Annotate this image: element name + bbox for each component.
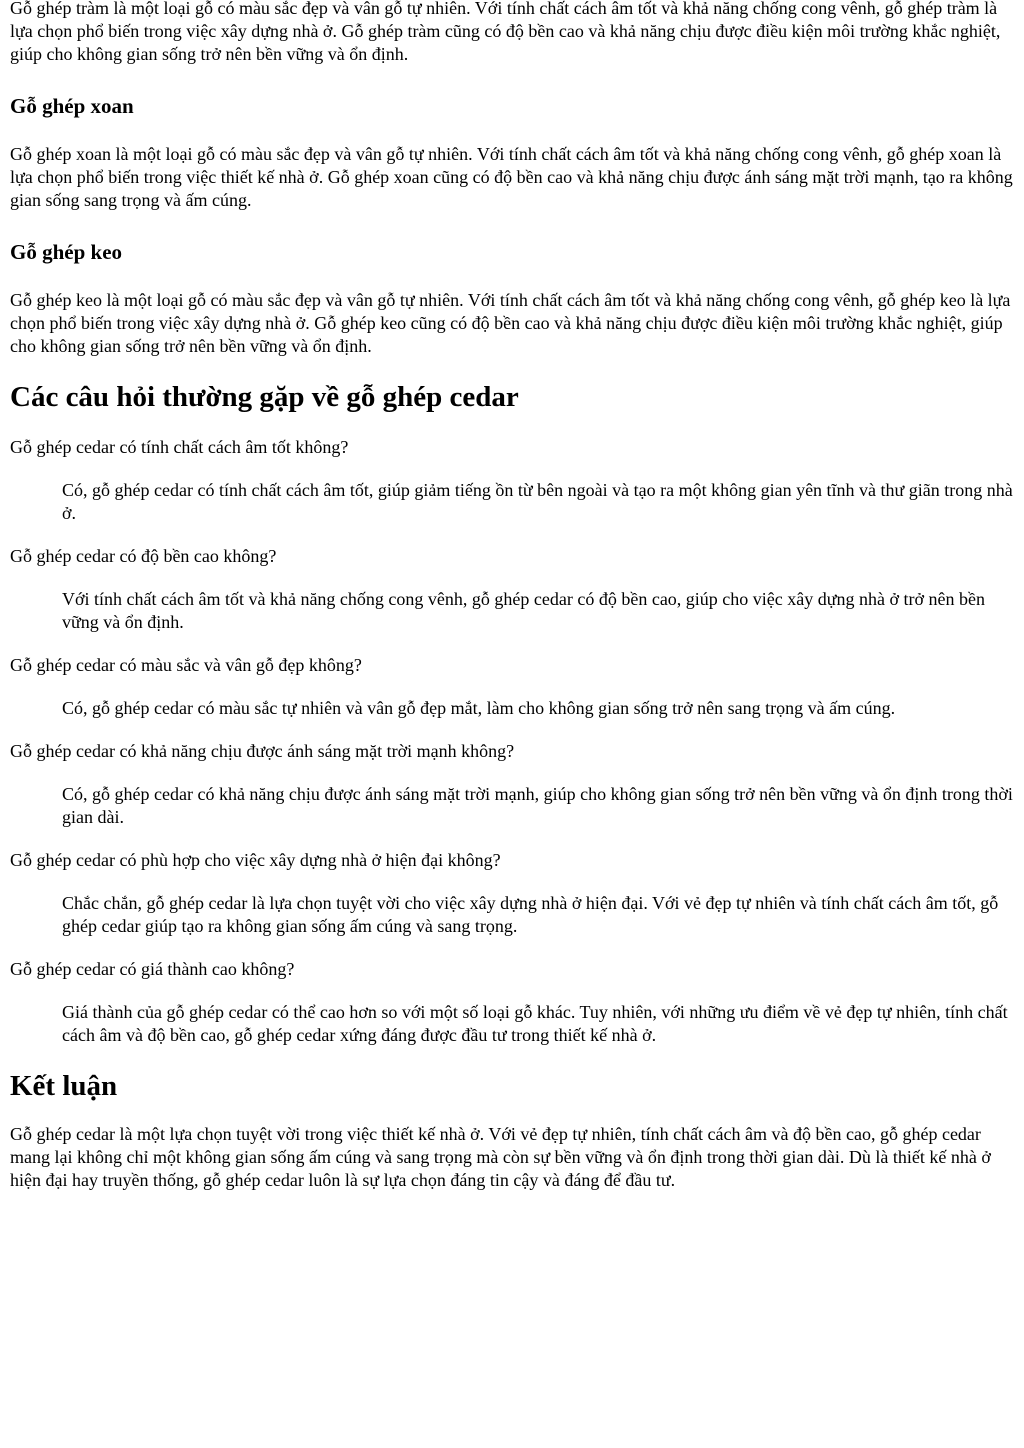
faq-answer: Giá thành của gỗ ghép cedar có thể cao hơn so với một số loại gỗ khác. Tuy nhiên, với những ưu điểm về vẻ đẹp tự nhiên, tính chất cách âm và độ bền cao, gỗ ghép cedar xứng đáng được đầu tư trong thiết kế nhà ở. [62, 1002, 1008, 1045]
section-heading-xoan: Gỗ ghép xoan [10, 94, 134, 118]
section-paragraph-keo: Gỗ ghép keo là một loại gỗ có màu sắc đẹp và vân gỗ tự nhiên. Với tính chất cách âm tốt và khả năng chống cong vênh, gỗ ghép keo là lựa chọn phổ biến trong việc xây dựng nhà ở. Gỗ ghép keo cũng có độ bền cao và khả năng chịu được điều kiện môi trường khắc nghiệt, giúp cho không gian sống trở nên bền vững và ổn định. [10, 290, 1011, 356]
faq-question: Gỗ ghép cedar có giá thành cao không? [10, 959, 295, 979]
faq-question: Gỗ ghép cedar có khả năng chịu được ánh sáng mặt trời mạnh không? [10, 741, 515, 761]
faq-answer: Có, gỗ ghép cedar có tính chất cách âm tốt, giúp giảm tiếng ồn từ bên ngoài và tạo ra một không gian yên tĩnh và thư giãn trong nhà ở. [62, 480, 1013, 523]
faq-question: Gỗ ghép cedar có phù hợp cho việc xây dựng nhà ở hiện đại không? [10, 850, 501, 870]
section-paragraph-xoan: Gỗ ghép xoan là một loại gỗ có màu sắc đẹp và vân gỗ tự nhiên. Với tính chất cách âm tốt và khả năng chống cong vênh, gỗ ghép xoan là lựa chọn phổ biến trong việc thiết kế nhà ở. Gỗ ghép xoan cũng có độ bền cao và khả năng chịu được ánh sáng mặt trời mạnh, tạo ra không gian sống sang trọng và ấm cúng. [10, 144, 1013, 210]
faq-answer: Có, gỗ ghép cedar có khả năng chịu được ánh sáng mặt trời mạnh, giúp cho không gian sống trở nên bền vững và ổn định trong thời gian dài. [62, 784, 1013, 827]
conclusion-paragraph: Gỗ ghép cedar là một lựa chọn tuyệt vời trong việc thiết kế nhà ở. Với vẻ đẹp tự nhiên, tính chất cách âm và độ bền cao, gỗ ghép cedar mang lại không chỉ một không gian sống ấm cúng và sang trọng mà còn sự bền vững và ổn định trong thời gian dài. Dù là thiết kế nhà ở hiện đại hay truyền thống, gỗ ghép cedar luôn là sự lựa chọn đáng tin cậy và đáng để đầu tư. [10, 1124, 991, 1190]
conclusion-heading: Kết luận [10, 1070, 118, 1102]
faq-list [10, 436, 1014, 1047]
intro-paragraph: Gỗ ghép tràm là một loại gỗ có màu sắc đẹp và vân gỗ tự nhiên. Với tính chất cách âm tốt và khả năng chống cong vênh, gỗ ghép tràm là lựa chọn phổ biến trong việc xây dựng nhà ở. Gỗ ghép tràm cũng có độ bền cao và khả năng chịu được điều kiện môi trường khắc nghiệt, giúp cho không gian sống trở nên bền vững và ổn định. [10, 0, 1001, 64]
faq-answer: Với tính chất cách âm tốt và khả năng chống cong vênh, gỗ ghép cedar có độ bền cao, giúp cho việc xây dựng nhà ở trở nên bền vững và ổn định. [62, 589, 986, 632]
faq-heading: Các câu hỏi thường gặp về gỗ ghép cedar [10, 381, 519, 413]
faq-answer: Có, gỗ ghép cedar có màu sắc tự nhiên và vân gỗ đẹp mắt, làm cho không gian sống trở nên sang trọng và ấm cúng. [62, 698, 896, 718]
faq-question: Gỗ ghép cedar có tính chất cách âm tốt không? [10, 437, 349, 457]
faq-question: Gỗ ghép cedar có độ bền cao không? [10, 546, 277, 566]
section-heading-keo: Gỗ ghép keo [10, 240, 123, 264]
faq-answer: Chắc chắn, gỗ ghép cedar là lựa chọn tuyệt vời cho việc xây dựng nhà ở hiện đại. Với vẻ đẹp tự nhiên và tính chất cách âm tốt, gỗ ghép cedar giúp tạo ra không gian sống ấm cúng và sang trọng. [62, 893, 999, 936]
faq-question: Gỗ ghép cedar có màu sắc và vân gỗ đẹp không? [10, 655, 362, 675]
